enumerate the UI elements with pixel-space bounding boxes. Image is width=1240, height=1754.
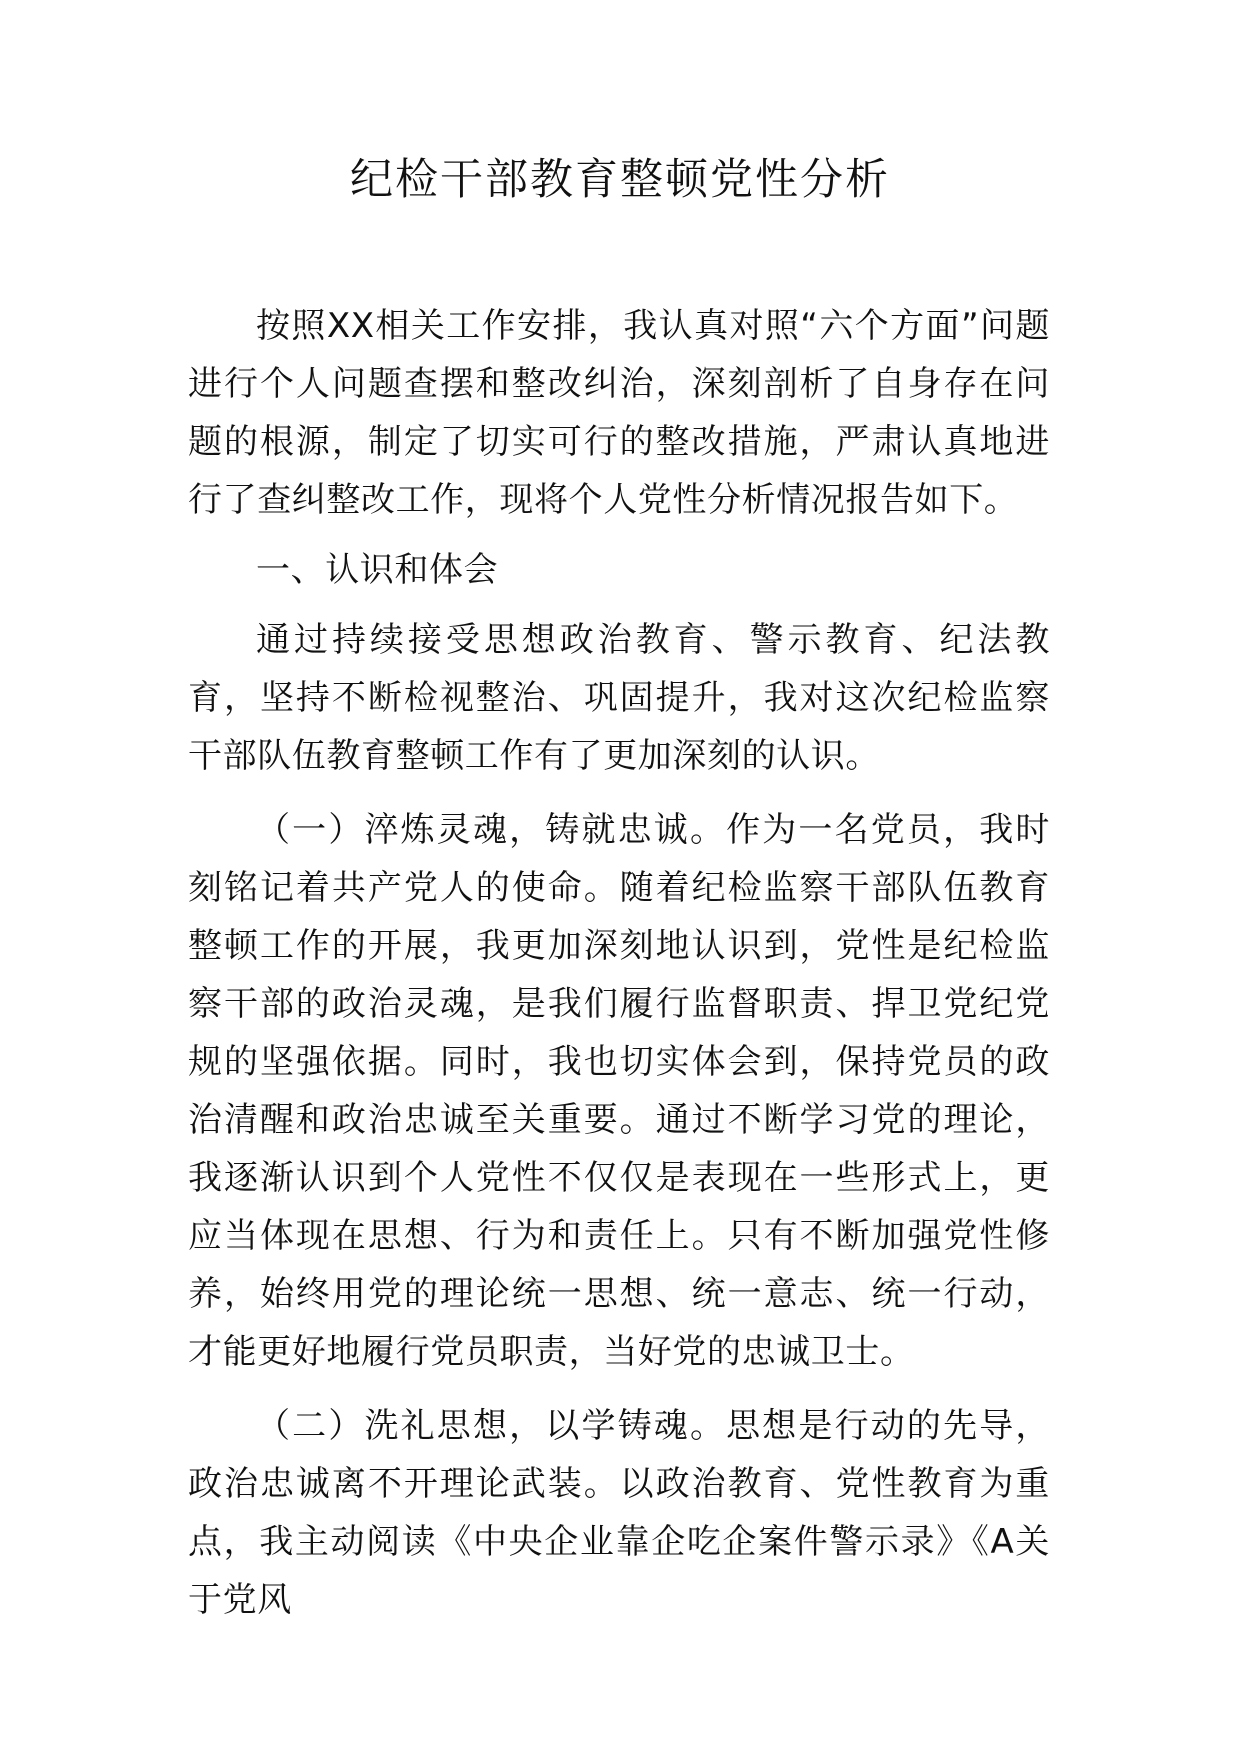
intro-paragraph: 按照XX相关工作安排，我认真对照“六个方面”问题进行个人问题查摆和整改纠治，深刻剖析了自身存在问题的根源，制定了切实可行的整改措施，严肃认真地进行了查纠整改工作，现将个人党性分析情况报告如下。 — [188, 306, 1050, 520]
subsection-paragraph-1: （一）淬炼灵魂，铸就忠诚。作为一名党员，我时刻铭记着共产党人的使命。随着纪检监察干部队伍教育整顿工作的开展，我更加深刻地认识到，党性是纪检监察干部的政治灵魂，是我们履行监督职责、捍卫党纪党规的坚强依据。同时，我也切实体会到，保持党员的政治清醒和政治忠诚至关重要。通过不断学习党的理论，我逐渐认识到个人党性不仅仅是表现在一些形式上，更应当体现在思想、行为和责任上。只有不断加强党性修养，始终用党的理论统一思想、统一意志、统一行动，才能更好地履行党员职责，当好党的忠诚卫士。 — [188, 810, 1050, 1372]
subsection-paragraph-2: （二）洗礼思想，以学铸魂。思想是行动的先导，政治忠诚离不开理论武装。以政治教育、党性教育为重点，我主动阅读《中央企业靠企吃企案件警示录》《A关于党风 — [188, 1406, 1050, 1620]
document-body — [188, 297, 1050, 1629]
document-title: 纪检干部教育整顿党性分析 — [350, 155, 890, 205]
section-heading: 一、认识和体会 — [256, 550, 499, 590]
body-paragraph: 通过持续接受思想政治教育、警示教育、纪法教育，坚持不断检视整治、巩固提升，我对这次纪检监察干部队伍教育整顿工作有了更加深刻的认识。 — [188, 620, 1050, 776]
